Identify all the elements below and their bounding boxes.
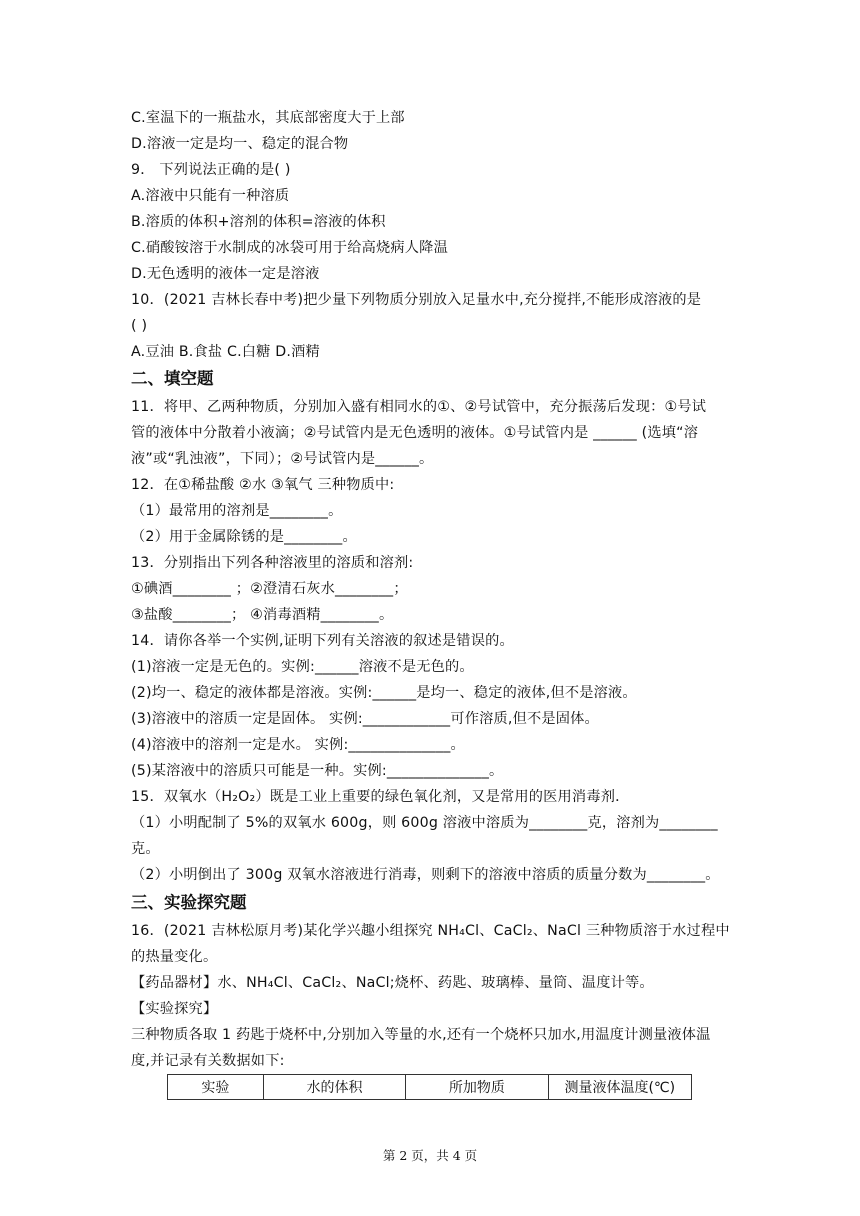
option-9c: C.硝酸铵溶于水制成的冰袋可用于给高烧病人降温 [131,240,448,256]
page-footer: 第 2 页，共 4 页 [382,1148,478,1163]
question-13-row1: ①碘酒________ ；②澄清石灰水________； [131,581,408,597]
question-15-part1: （1）小明配制了 5%的双氧水 600g，则 600g 溶液中溶质为________克，溶剂为________ [131,815,718,831]
option-8c: C.室温下的一瓶盐水，其底部密度大于上部 [131,110,405,126]
question-15-part2: （2）小明倒出了 300g 双氧水溶液进行消毒，则剩下的溶液中溶质的质量分数为________。 [131,867,720,883]
table-header-cell: 水的体积 [263,1075,405,1100]
option-9b: B.溶质的体积+溶剂的体积=溶液的体积 [131,214,386,230]
question-16-line2: 的热量变化。 [131,949,218,965]
question-16-line1: 16．(2021 吉林松原月考)某化学兴趣小组探究 NH₄Cl、CaCl₂、NaCl 三种物质溶于水过程中 [131,923,730,939]
question-13: 13．分别指出下列各种溶液里的溶质和溶剂: [131,555,414,571]
materials-line: 【药品器材】水、NH₄Cl、CaCl₂、NaCl;烧杯、药匙、玻璃棒、量筒、温度计等。 [131,975,654,991]
question-14-part5: (5)某溶液中的溶质只可能是一种。实例:______________。 [131,763,504,779]
procedure-line1: 三种物质各取 1 药匙于烧杯中,分别加入等量的水,还有一个烧杯只加水,用温度计测量液体温 [131,1027,711,1043]
question-12-part2: （2）用于金属除锈的是________。 [131,529,357,545]
experiment-table [167,1074,692,1100]
question-9: 9． 下列说法正确的是( ) [131,162,291,178]
question-14-part3: (3)溶液中的溶质一定是固体。 实例:____________可作溶质,但不是固体。 [131,711,599,727]
question-10: 10．(2021 吉林长春中考)把少量下列物质分别放入足量水中,充分搅拌,不能形成溶液的是 [131,292,702,308]
question-14-part1: (1)溶液一定是无色的。实例:______溶液不是无色的。 [131,659,474,675]
question-10-options: A.豆油 B.食盐 C.白糖 D.酒精 [131,344,320,360]
question-13-row2: ③盐酸________； ④消毒酒精________。 [131,607,394,623]
question-15: 15．双氧水（H₂O₂）既是工业上重要的绿色氧化剂，又是常用的医用消毒剂． [131,789,630,805]
option-8d: D.溶液一定是均一、稳定的混合物 [131,136,349,152]
procedure-line2: 度,并记录有关数据如下: [131,1053,285,1069]
option-9a: A.溶液中只能有一种溶质 [131,188,290,204]
section-experiment-title: 三、实验探究题 [131,893,247,912]
question-11-line2: 管的液体中分散着小液滴；②号试管内是无色透明的液体。①号试管内是 ______ (选填“溶 [131,425,699,441]
section-fill-in-title: 二、填空题 [131,369,214,388]
question-11-line1: 11．将甲、乙两种物质，分别加入盛有相同水的①、②号试管中，充分振荡后发现：①号试 [131,399,707,415]
question-14-part2: (2)均一、稳定的液体都是溶液。实例:______是均一、稳定的液体,但不是溶液。 [131,685,637,701]
table-header-cell: 测量液体温度(℃) [548,1075,691,1100]
question-15-part1-cont: 克。 [131,841,160,857]
table-header-cell: 实验 [168,1075,264,1100]
table-header-cell: 所加物质 [406,1075,548,1100]
question-14-part4: (4)溶液中的溶剂一定是水。 实例:______________。 [131,737,465,753]
question-12-part1: （1）最常用的溶剂是________。 [131,503,343,519]
experiment-heading: 【实验探究】 [131,1001,218,1017]
table-header-row [168,1075,692,1100]
question-14: 14．请你各举一个实例,证明下列有关溶液的叙述是错误的。 [131,633,514,649]
option-9d: D.无色透明的液体一定是溶液 [131,266,320,282]
question-11-line3: 液”或“乳浊液”，下同）；②号试管内是______。 [131,451,434,467]
question-10-bracket: ( ) [131,318,148,334]
question-12: 12．在①稀盐酸 ②水 ③氧气 三种物质中: [131,477,395,493]
